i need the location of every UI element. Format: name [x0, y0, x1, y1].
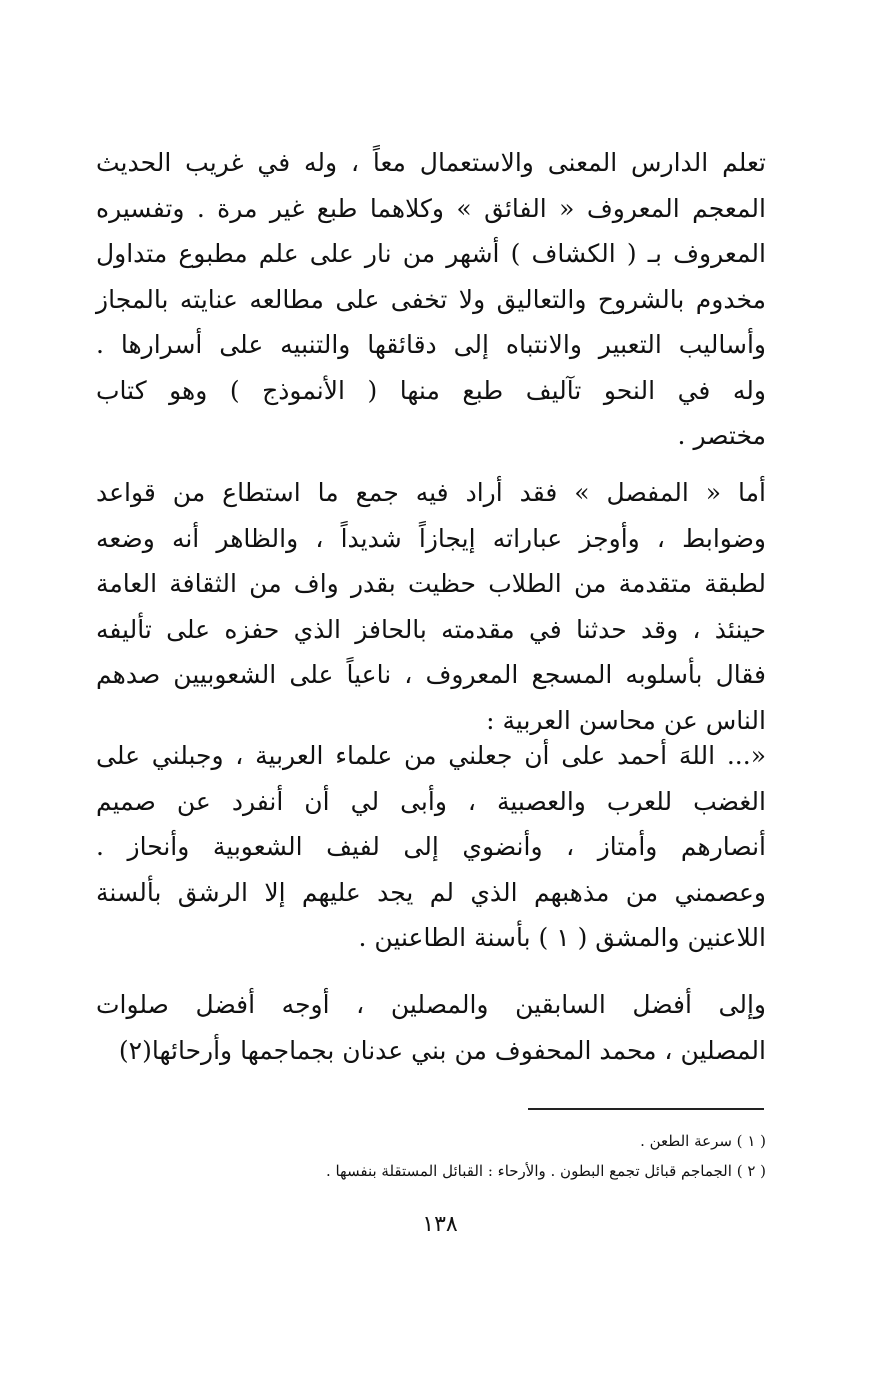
text-line: المعجم المعروف « الفائق » وكلاهما طبع غير مرة . وتفسيره: [96, 193, 766, 223]
text-line: وأساليب التعبير والانتباه إلى دقائقها والتنبيه على أسرارها .: [96, 330, 766, 359]
text-line: وله في النحو تآليف طبع منها ( الأنموذج ) وهو كتاب: [96, 375, 766, 405]
text-line: المعروف بـ ( الكشاف ) أشهر من نار على علم مطبوع متداول: [96, 239, 766, 268]
footnote-1: ( ١ ) سرعة الطعن .: [640, 1132, 766, 1150]
text-line: وضوابط ، وأوجز عباراته إيجازاً شديداً ، والظاهر أنه وضعه: [96, 523, 766, 553]
footnotes: [230, 1126, 766, 1186]
text-line: المصلين ، محمد المحفوف من بني عدنان بجماجمها وأرحائها(٢): [118, 1035, 766, 1065]
paragraph-quotation-continued: [96, 982, 766, 1073]
paragraph-zamakhshari-works: [96, 140, 766, 459]
text-line: أنصارهم وأمتاز ، وأنضوي إلى لفيف الشعوبية وأنحاز .: [96, 832, 766, 861]
text-line: اللاعنين والمشق ( ١ ) بأسنة الطاعنين .: [358, 923, 766, 952]
text-line: وعصمني من مذهبهم الذي لم يجد عليهم إلا الرشق بألسنة: [96, 877, 766, 907]
paragraph-mufassal: [96, 470, 766, 743]
text-line: «... اللهَ أحمد على أن جعلني من علماء العربية ، وجبلني على: [96, 741, 766, 770]
paragraph-quotation: [96, 733, 766, 961]
text-line: مختصر .: [677, 421, 766, 450]
text-line: الغضب للعرب والعصبية ، وأبى لي أن أنفرد عن صميم: [96, 786, 766, 816]
footnote-divider: [528, 1108, 764, 1110]
page-number: ١٣٨: [422, 1212, 458, 1237]
text-line: لطبقة متقدمة من الطلاب حظيت بقدر واف من الثقافة العامة: [96, 569, 766, 598]
text-line: مخدوم بالشروح والتعاليق ولا تخفى على مطالعه عنايته بالمجاز: [96, 284, 766, 314]
text-line: وإلى أفضل السابقين والمصلين ، أوجه أفضل صلوات: [96, 990, 766, 1019]
text-line: أما « المفصل » فقد أراد فيه جمع ما استطاع من قواعد: [96, 478, 766, 507]
footnote-2: ( ٢ ) الجماجم قبائل تجمع البطون . والأرحاء : القبائل المستقلة بنفسها .: [325, 1162, 766, 1180]
text-line: تعلم الدارس المعنى والاستعمال معاً ، وله في غريب الحديث: [96, 148, 766, 177]
text-line: الناس عن محاسن العربية :: [486, 705, 766, 735]
text-line: حينئذ ، وقد حدثنا في مقدمته بالحافز الذي حفزه على تأليفه: [96, 614, 766, 644]
text-line: فقال بأسلوبه المسجع المعروف ، ناعياً على الشعوبيين صدهم: [96, 660, 766, 689]
